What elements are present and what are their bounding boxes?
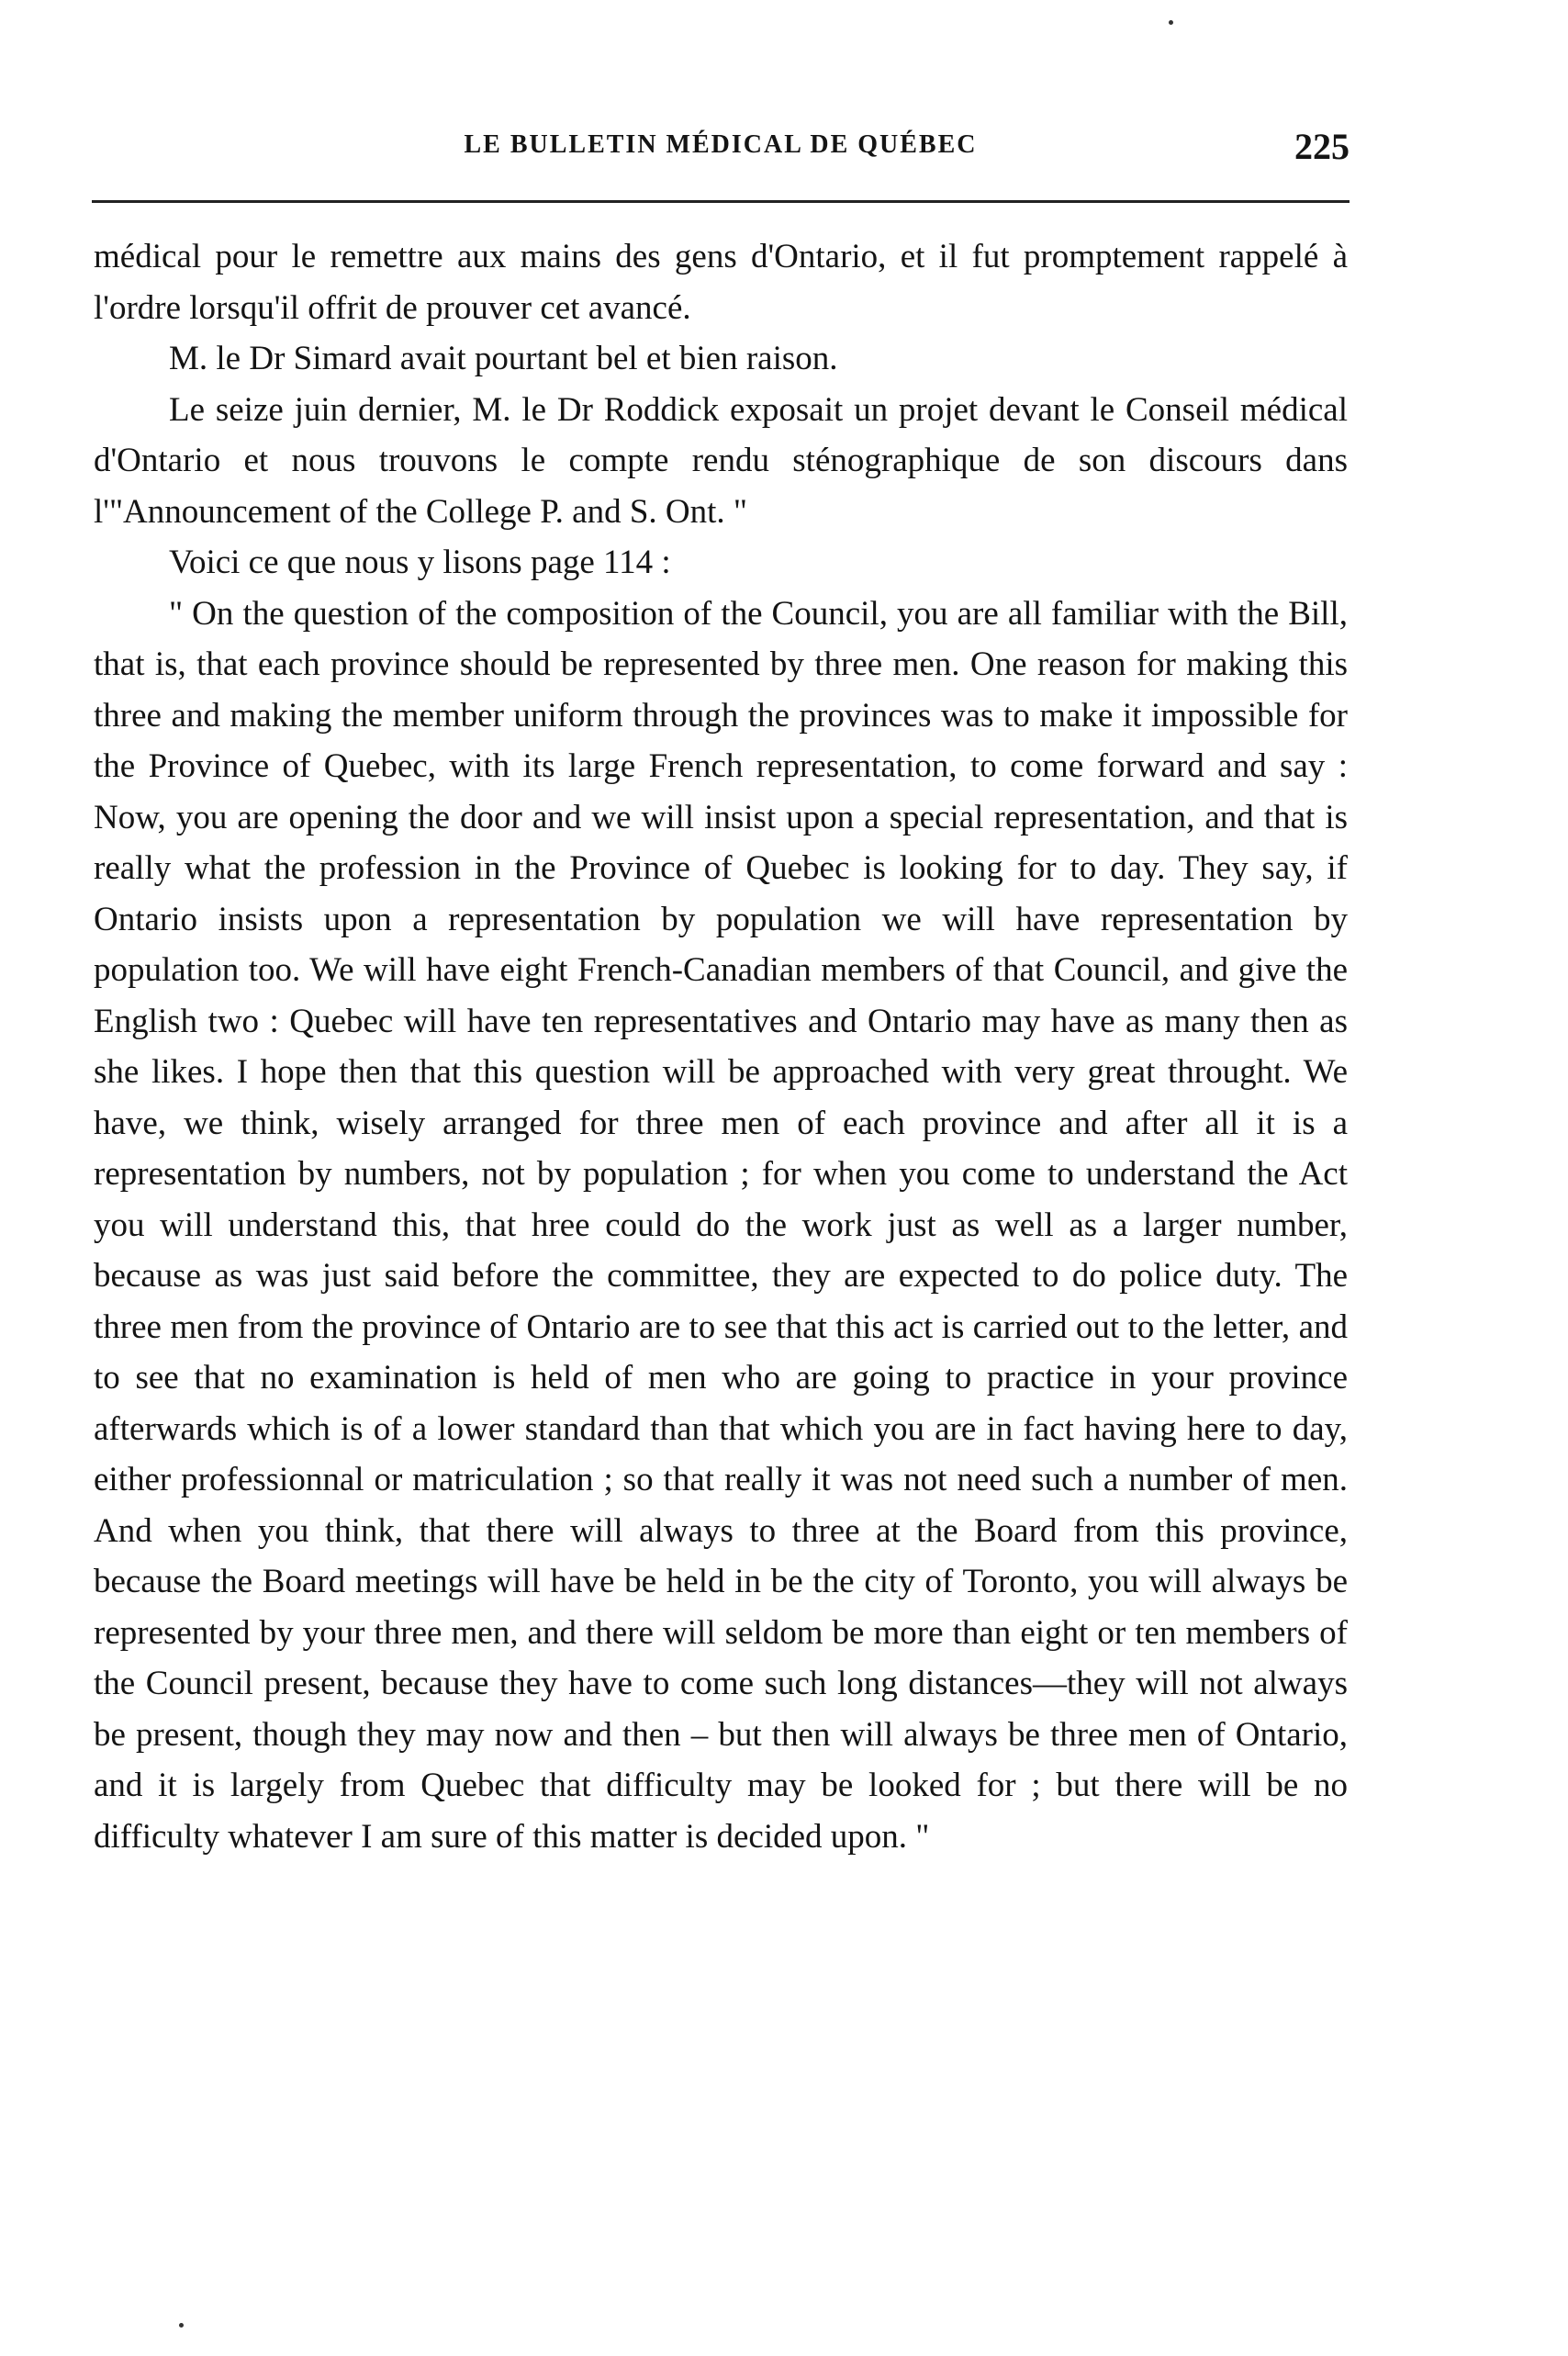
- page-number: 225: [1294, 126, 1350, 167]
- paragraph-continuation: médical pour le remettre aux mains des gens d'Ontario, et il fut promptement rappelé à l'ordre lorsqu'il offrit de prouver cet avancé.: [94, 238, 1348, 327]
- header-rule: [92, 200, 1350, 203]
- running-title: LE BULLETIN MÉDICAL DE QUÉBEC: [464, 130, 978, 159]
- paragraph-quotation: " On the question of the composition of the Council, you are all familiar with the Bill, that is, that each province should be represented by three men. One reason for making this three and making the member uniform through the provinces was to make it impossible for the Province of Quebec, with its large French representation, to come forward and say : Now, you are opening the door and we will insist upon a special representation, and that is really what the profession in the Province of Quebec is looking for to day. They say, if Ontario insists upon a representation by population we will have representation by population too. We will have eight French-Canadian members of that Council, and give the English two : Quebec will have ten representatives and Ontario may have as many then as she likes. I hope then that this question will be approached with very great throught. We have, we think, wisely arranged for three men of each province and after all it is a representation by numbers, not by population ; for when you come to understand the Act you will understand this, that hree could do the work just as well as a larger number, because as was just said before the committee, they are expected to do police duty. The three men from the province of Ontario are to see that this act is carried out to the letter, and to see that no examination is held of men who are going to practice in your province afterwards which is of a lower standard than that which you are in fact having here to day, either professionnal or matriculation ; so that really it was not need such a number of men. And when you think, that there will always to three at the Board from this province, because the Board meetings will have be held in be the city of Toronto, you will always be represented by your three men, and there will seldom be more than eight or ten members of the Council present, because they have to come such long distances—they will not always be present, though they may now and then – but then will always be three men of Ontario, and it is largely from Quebec that difficulty may be looked for ; but there will be no difficulty whatever I am sure of this matter is decided upon. ": [94, 594, 1348, 1856]
- page-header: [92, 126, 1350, 184]
- scan-speck: [179, 2323, 184, 2328]
- body-text: [94, 231, 1348, 1862]
- paragraph-simard: M. le Dr Simard avait pourtant bel et bien raison.: [169, 340, 838, 377]
- scan-speck: [1169, 20, 1173, 25]
- paragraph-page-reference: Voici ce que nous y lisons page 114 :: [169, 544, 671, 581]
- paragraph-roddick: Le seize juin dernier, M. le Dr Roddick exposait un projet devant le Conseil médical d'Ontario et nous trouvons le compte rendu sténographique de son discours dans l'"Announcement of the College P. and S. Ont. ": [94, 390, 1348, 531]
